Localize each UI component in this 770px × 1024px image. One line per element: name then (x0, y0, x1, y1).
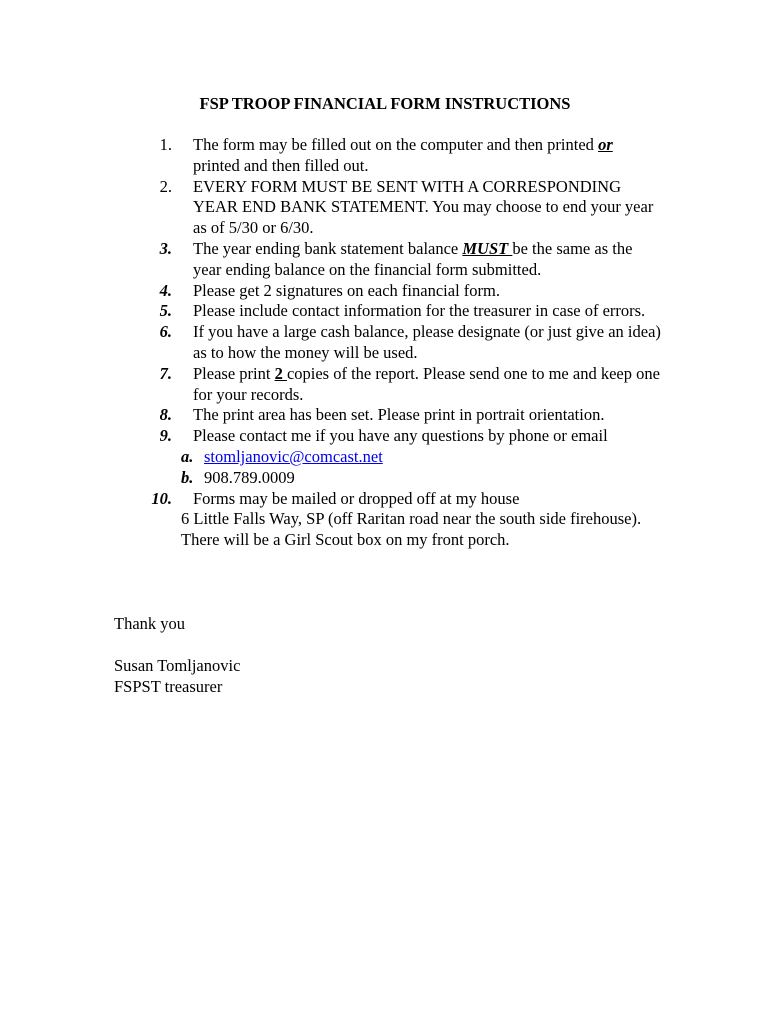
list-item-7 (0, 364, 770, 406)
item-number: 6. (159, 322, 172, 342)
item-number: 8. (159, 405, 172, 425)
item-number: 3. (159, 238, 172, 258)
contact-phone-row (0, 468, 770, 489)
item-text: Please get 2 signatures on each financial form. (193, 280, 500, 300)
item-number: 1. (159, 135, 172, 154)
list-item-8 (0, 405, 770, 426)
signer-name: Susan Tomljanovic (114, 656, 241, 675)
item-text: The form may be filled out on the computer and then printed or printed and then filled out. (193, 135, 613, 175)
item-number: 9. (159, 426, 172, 446)
list-item-5 (0, 301, 770, 322)
sub-letter: a. (181, 446, 194, 466)
list-item-6 (0, 322, 770, 364)
email-link[interactable]: stomljanovic@comcast.net (204, 446, 383, 466)
list-item-9 (0, 426, 770, 447)
emphasis-must: MUST (462, 238, 513, 258)
item-text: Forms may be mailed or dropped off at my house (193, 488, 520, 508)
instruction-list (0, 135, 770, 551)
list-item-2 (0, 177, 770, 239)
item-text: The year ending bank statement balance MUST be the same as the year ending balance on the financial form submitted. (193, 238, 633, 279)
mailing-address: 6 Little Falls Way, SP (off Raritan road near the south side firehouse). There will be a Girl Scout box on my front porch. (181, 509, 642, 550)
item-number: 4. (159, 280, 172, 300)
emphasis-two: 2 (274, 363, 287, 383)
item-text: EVERY FORM MUST BE SENT WITH A CORRESPONDING YEAR END BANK STATEMENT. You may choose to end your year as of 5/30 or 6/30. (193, 176, 654, 238)
contact-email-row (0, 447, 770, 468)
list-item-4 (0, 281, 770, 302)
phone-number: 908.789.0009 (204, 467, 295, 487)
item-text: The print area has been set. Please print in portrait orientation. (193, 405, 605, 425)
item-number: 2. (159, 176, 172, 196)
list-item-1 (0, 135, 770, 177)
item-text: Please print 2 copies of the report. Please send one to me and keep one for your records. (193, 363, 660, 404)
item-number: 5. (159, 301, 172, 321)
list-item-3 (0, 239, 770, 281)
emphasis-or: or (598, 135, 613, 154)
closing-text: Thank you (114, 614, 186, 633)
list-item-10 (0, 489, 770, 510)
item-text: If you have a large cash balance, please designate (or just give an idea) as to how the money will be used. (193, 322, 661, 362)
item-number: 7. (159, 363, 172, 383)
page-title: FSP TROOP FINANCIAL FORM INSTRUCTIONS (199, 94, 571, 113)
item-text: Please include contact information for the treasurer in case of errors. (193, 301, 646, 321)
item-text: Please contact me if you have any questions by phone or email (193, 426, 608, 446)
signer-role: FSPST treasurer (114, 676, 223, 696)
signature-block (114, 656, 240, 698)
sub-letter: b. (181, 467, 194, 487)
item-number: 10. (151, 488, 172, 508)
